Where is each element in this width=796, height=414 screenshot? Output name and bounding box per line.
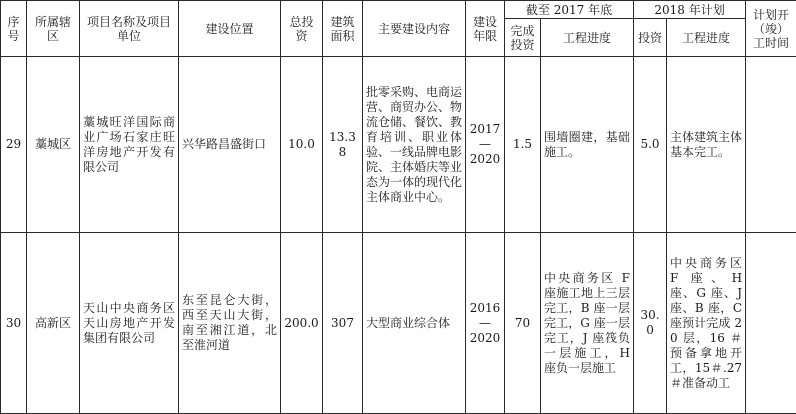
header-seq: 序号: [1, 1, 27, 57]
header-progress-2018: 工程进度: [667, 19, 746, 57]
cell-content: 批零采购、电商运营、商贸办公、物流仓储、餐饮、教育培训、职业体验、一线品牌电影院、主体婚庆等业态为一体的现代化主体商业中心。: [363, 57, 466, 233]
header-invest-2018: 投资: [634, 19, 667, 57]
header-schedule: 计划开（竣）工时间: [746, 1, 796, 57]
cell-seq: 29: [1, 57, 27, 233]
year-end: 2020: [469, 331, 501, 346]
header-years: 建设年限: [466, 1, 505, 57]
cell-location: 兴华路昌盛街口: [179, 57, 281, 233]
header-location: 建设位置: [179, 1, 281, 57]
table-row: [1, 233, 796, 414]
year-end: 2020: [469, 152, 501, 167]
year-dash: —: [469, 137, 501, 152]
cell-progress-2018: 中央商务区 F 座、H 座、G 座、J 座、B 座，C 座预计完成 20 层，16 ＃ 预备拿地开工，15＃.27＃准备动工: [667, 233, 746, 414]
header-invest-done: 完成投资: [505, 19, 541, 57]
cell-project: 天山中央商务区天山房地产开发集团有限公司: [80, 233, 179, 414]
header-group-2017: 截至 2017 年底: [505, 1, 634, 19]
header-content: 主要建设内容: [363, 1, 466, 57]
header-area: 建筑面积: [323, 1, 363, 57]
header-district: 所属辖区: [27, 1, 80, 57]
cell-total-invest: 10.0: [281, 57, 323, 233]
header-group-2018: 2018 年计划: [634, 1, 746, 19]
cell-invest-done: 1.5: [505, 57, 541, 233]
header-row-1: [1, 1, 796, 19]
cell-area: 307: [323, 233, 363, 414]
header-progress-2017: 工程进度: [541, 19, 634, 57]
cell-schedule: [746, 233, 796, 414]
year-dash: —: [469, 316, 501, 331]
cell-district: 高新区: [27, 233, 80, 414]
cell-content: 大型商业综合体: [363, 233, 466, 414]
cell-total-invest: 200.0: [281, 233, 323, 414]
cell-project: 藁城旺洋国际商业广场石家庄旺洋房地产开发有限公司: [80, 57, 179, 233]
cell-invest-2018: 5.0: [634, 57, 667, 233]
cell-schedule: [746, 57, 796, 233]
cell-district: 藁城区: [27, 57, 80, 233]
cell-area: 13.38: [323, 57, 363, 233]
cell-seq: 30: [1, 233, 27, 414]
year-start: 2017: [469, 122, 501, 137]
header-total-invest: 总投资: [281, 1, 323, 57]
cell-progress-2017: 中央商务区 F 座施工地上三层完工，B 座一层完工，G 座一层完工，J 座筏负一层施工，H 座负一层施工: [541, 233, 634, 414]
year-start: 2016: [469, 301, 501, 316]
cell-progress-2018: 主体建筑主体基本完工。: [667, 57, 746, 233]
cell-invest-2018: 30.0: [634, 233, 667, 414]
cell-years: [466, 233, 505, 414]
cell-progress-2017: 围墙圈建，基础施工。: [541, 57, 634, 233]
header-project: 项目名称及项目单位: [80, 1, 179, 57]
cell-invest-done: 70: [505, 233, 541, 414]
cell-location: 东至昆仑大街，西至天山大街，南至湘江道，北至淮河道: [179, 233, 281, 414]
cell-years: [466, 57, 505, 233]
table-row: [1, 57, 796, 233]
